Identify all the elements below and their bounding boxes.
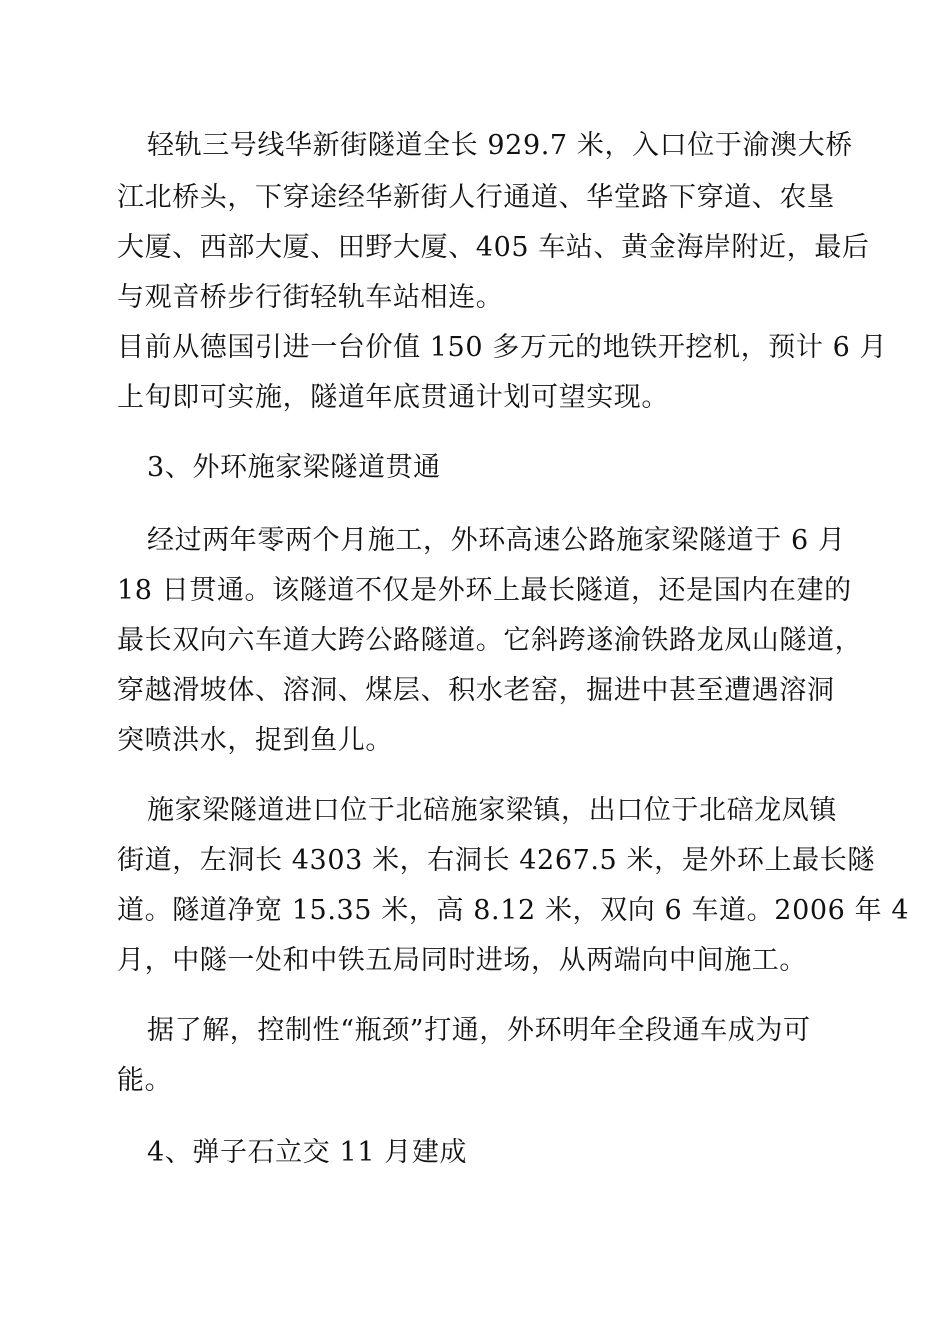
paragraph-4-line-2: 街道，左洞长 4303 米，右洞长 4267.5 米，是外环上最长隧: [117, 845, 875, 876]
paragraph-2-line-1: 目前从德国引进一台价值 150 多万元的地铁开挖机，预计 6 月: [117, 332, 888, 363]
paragraph-1-line-1: 轻轨三号线华新街隧道全长 929.7 米，入口位于渝澳大桥: [147, 130, 853, 161]
paragraph-1-line-3: 大厦、西部大厦、田野大厦、405 车站、黄金海岸附近，最后: [117, 232, 870, 263]
paragraph-5-line-1: 据了解，控制性“瓶颈”打通，外环明年全段通车成为可: [147, 1015, 811, 1046]
paragraph-4-line-1: 施家梁隧道进口位于北碚施家梁镇，出口位于北碚龙凤镇: [147, 795, 837, 826]
paragraph-3-line-2: 18 日贯通。该隧道不仅是外环上最长隧道，还是国内在建的: [117, 575, 852, 606]
paragraph-3-line-3: 最长双向六车道大跨公路隧道。它斜跨遂渝铁路龙凤山隧道，: [117, 625, 863, 656]
paragraph-4-line-3: 道。隧道净宽 15.35 米，高 8.12 米，双向 6 车道。2006 年 4: [117, 895, 910, 926]
paragraph-1-line-4: 与观音桥步行街轻轨车站相连。: [117, 282, 504, 313]
paragraph-2-line-2: 上旬即可实施，隧道年底贯通计划可望实现。: [117, 382, 669, 413]
paragraph-1-line-2: 江北桥头，下穿途经华新街人行通道、华堂路下穿道、农垦: [117, 182, 835, 213]
paragraph-3-line-1: 经过两年零两个月施工，外环高速公路施家梁隧道于 6 月: [147, 525, 846, 556]
paragraph-4-line-4: 月，中隧一处和中铁五局同时进场，从两端向中间施工。: [117, 945, 807, 976]
paragraph-3-line-4: 穿越滑坡体、溶洞、煤层、积水老窑，掘进中甚至遭遇溶洞: [117, 675, 835, 706]
paragraph-5-line-2: 能。: [117, 1065, 173, 1096]
section-heading-3: 3、外环施家梁隧道贯通: [147, 452, 441, 483]
paragraph-3-line-5: 突喷洪水，捉到鱼儿。: [117, 725, 393, 756]
section-heading-4: 4、弹子石立交 11 月建成: [147, 1137, 468, 1168]
